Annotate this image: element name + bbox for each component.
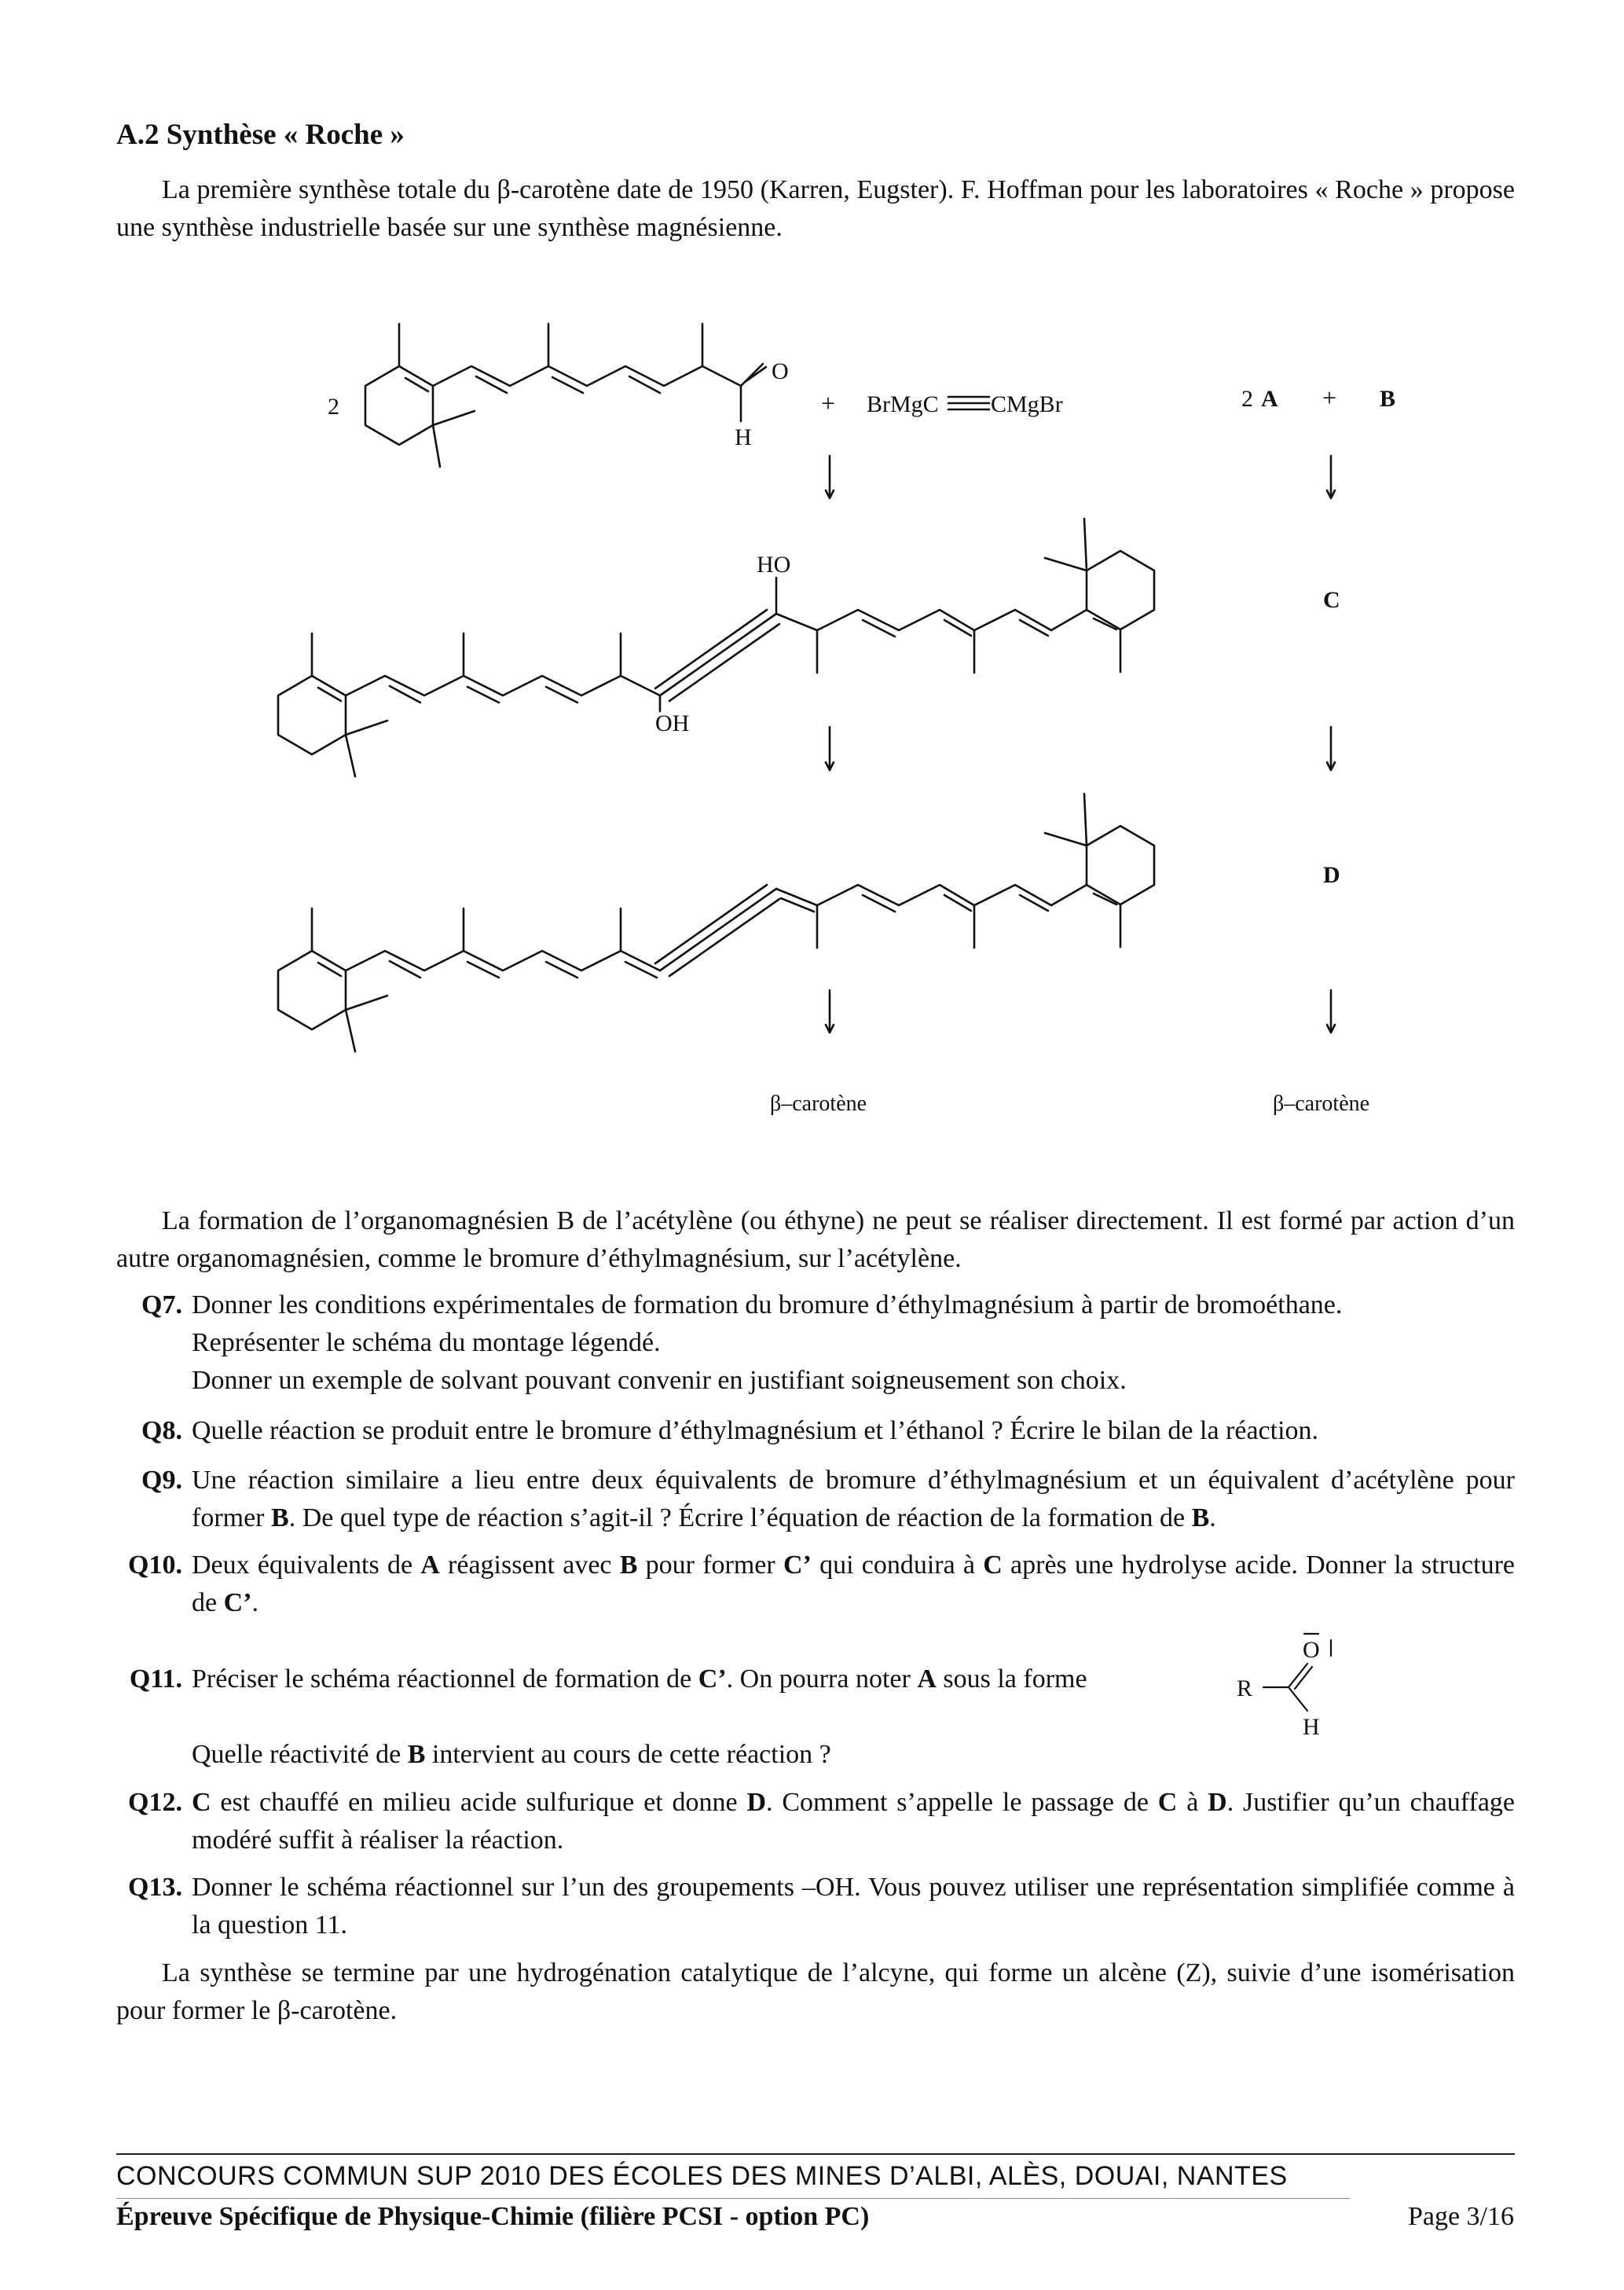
q8-text: Quelle réaction se produit entre le bromure d’éthylmagnésium et l’éthanol ? Écrire le bilan de la réaction. bbox=[192, 1416, 1319, 1445]
q10-number: Q10. bbox=[128, 1551, 182, 1580]
right-coef: 2 bbox=[1241, 386, 1253, 412]
aldehyde-molecule bbox=[365, 324, 766, 467]
q11-text: Préciser le schéma réactionnel de formation de C’. On pourra noter A sous la forme bbox=[192, 1664, 1087, 1694]
label-a: A bbox=[1261, 386, 1278, 412]
q12-number: Q12. bbox=[128, 1788, 182, 1817]
aldehyde-r-label: R bbox=[1237, 1675, 1253, 1701]
page-number: Page 3/16 bbox=[1407, 2202, 1514, 2231]
aldehyde-structure bbox=[1226, 1623, 1351, 1749]
q9-text: Une réaction similaire a lieu entre deux équivalents de bromure d’éthylmagnésium et un équivalent d’acétylène pour former B. De quel type de réaction s’agit-il ? Écrire l’équation de réaction de la formation de B. bbox=[192, 1466, 1515, 1532]
label-d: D bbox=[1323, 862, 1340, 888]
coefficient-label: 2 bbox=[328, 394, 339, 420]
q12-text: C est chauffé en milieu acide sulfurique et donne D. Comment s’appelle le passage de C à D. Justifier qu’un chauffage modéré suffit à réaliser la réaction. bbox=[192, 1788, 1515, 1855]
q11-number: Q11. bbox=[129, 1664, 182, 1694]
q9-number: Q9. bbox=[141, 1466, 182, 1495]
product-left-label: β–carotène bbox=[770, 1092, 867, 1116]
q13-number: Q13. bbox=[128, 1873, 182, 1902]
q11-text2: Quelle réactivité de B intervient au cours de cette réaction ? bbox=[192, 1740, 831, 1769]
question-q10 bbox=[116, 1547, 1515, 1622]
right-plus: + bbox=[1322, 384, 1337, 412]
reagent-right: CMgBr bbox=[991, 391, 1063, 417]
arrow-right-3 bbox=[1327, 990, 1335, 1033]
q7-line2: Représenter le schéma du montage légendé. bbox=[192, 1328, 661, 1357]
label-c: C bbox=[1323, 587, 1340, 613]
q10-text: Deux équivalents de A réagissent avec B pour former C’ qui conduira à C après une hydrolyse acide. Donner la structure de C’. bbox=[192, 1551, 1515, 1617]
footer-rule bbox=[116, 2153, 1515, 2155]
footer-contest: CONCOURS COMMUN SUP 2010 DES ÉCOLES DES MINES D’ALBI, ALÈS, DOUAI, NANTES bbox=[116, 2161, 1288, 2191]
question-q8 bbox=[116, 1412, 1515, 1450]
arrow-right-2 bbox=[1327, 727, 1335, 770]
intro-paragraph: La première synthèse totale du β-carotène date de 1950 (Karren, Eugster). F. Hoffman pour les laboratoires « Roche » propose une synthèse industrielle basée sur une synthèse magnésienne. bbox=[116, 175, 1515, 242]
label-b: B bbox=[1380, 386, 1396, 412]
question-q7 bbox=[116, 1286, 1515, 1400]
footer-exam: Épreuve Spécifique de Physique-Chimie (filière PCSI - option PC) bbox=[116, 2202, 870, 2231]
arrow-left-3 bbox=[826, 990, 834, 1033]
aldehyde-o-atom: O bbox=[1303, 1637, 1320, 1663]
aldehyde-h-label: H bbox=[735, 424, 752, 450]
reaction-scheme bbox=[0, 0, 1624, 1139]
q7-line3: Donner un exemple de solvant pouvant convenir en justifiant soigneusement son choix. bbox=[192, 1366, 1127, 1395]
aldehyde-o-label: O bbox=[772, 358, 789, 384]
question-q13 bbox=[116, 1869, 1515, 1944]
product-right-label: β–carotène bbox=[1273, 1092, 1370, 1116]
reagent-triple-bond bbox=[948, 397, 989, 409]
dehydro-molecule bbox=[278, 794, 1154, 1051]
diol-oh-label: OH bbox=[655, 710, 690, 736]
footer-rule-thin bbox=[116, 2198, 1350, 2199]
aldehyde-h-atom: H bbox=[1303, 1714, 1320, 1740]
q7-line1: Donner les conditions expérimentales de formation du bromure d’éthylmagnésium à partir de bromoéthane. bbox=[192, 1290, 1343, 1319]
conclusion-paragraph: La synthèse se termine par une hydrogénation catalytique de l’alcyne, qui forme un alcène (Z), suivie d’une isomérisation pour former le β-carotène. bbox=[116, 1958, 1515, 2025]
question-q9 bbox=[116, 1462, 1515, 1537]
q7-number: Q7. bbox=[141, 1290, 182, 1319]
q8-number: Q8. bbox=[141, 1416, 182, 1445]
q13-text: Donner le schéma réactionnel sur l’un des groupements –OH. Vous pouvez utiliser une représentation simplifiée comme à la question 11. bbox=[192, 1873, 1515, 1940]
reagent-left: BrMgC bbox=[867, 391, 939, 417]
plus-sign: + bbox=[821, 389, 836, 417]
section-title: A.2 Synthèse « Roche » bbox=[116, 119, 405, 151]
arrow-left-2 bbox=[826, 727, 834, 770]
diol-molecule bbox=[278, 519, 1154, 776]
arrow-left-1 bbox=[826, 456, 834, 498]
question-q12 bbox=[116, 1784, 1515, 1859]
paragraph-organomagnesien: La formation de l’organomagnésien B de l’acétylène (ou éthyne) ne peut se réaliser directement. Il est formé par action d’un autre organomagnésien, comme le bromure d’éthylmagnésium, sur l’acétylène. bbox=[116, 1206, 1515, 1273]
arrow-right-1 bbox=[1327, 456, 1335, 498]
diol-ho-label: HO bbox=[757, 552, 791, 578]
